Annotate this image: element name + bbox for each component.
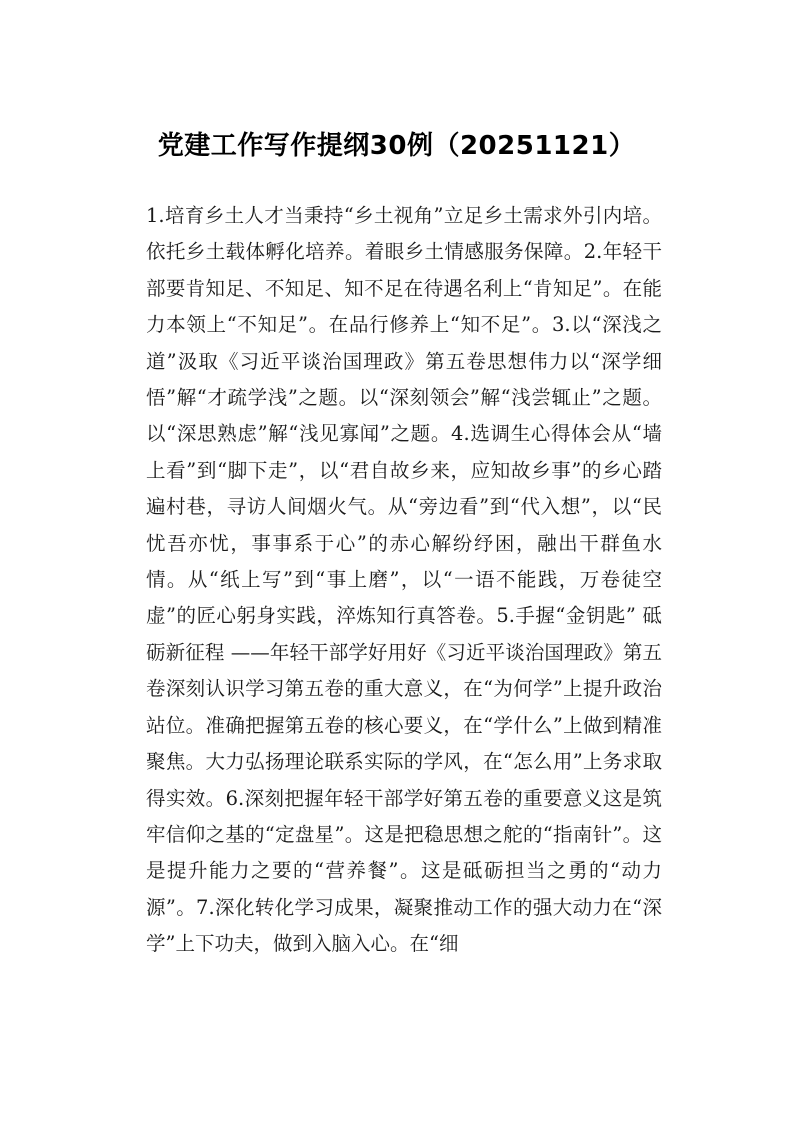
document-title: 党建工作写作提纲30例（20251121） xyxy=(157,131,636,161)
document-body: 1.培育乡土人才当秉持“乡土视角”立足乡土需求外引内培。依托乡土载体孵化培养。着眼乡土情感服务保障。2.年轻干部要肯知足、不知足、知不足在待遇名利上“肯知足”。在能力本领上“不知足”。在品行修养上“知不足”。3.以“深浅之道”汲取《习近平谈治国理政》第五卷思想伟力以“深学细悟”解“才疏学浅”之题。以“深刻领会”解“浅尝辄止”之题。以“深思熟虑”解“浅见寡闻”之题。4.选调生心得体会从“墙上看”到“脚下走”，以“君自故乡来，应知故乡事”的乡心踏遍村巷，寻访人间烟火气。从“旁边看”到“代入想”，以“民忧吾亦忧，事事系于心”的赤心解纷纾困，融出干群鱼水情。从“纸上写”到“事上磨”，以“一语不能践，万卷徒空虚”的匠心躬身实践，淬炼知行真答卷。5.手握“金钥匙” 砥砺新征程 ——年轻干部学好用好《习近平谈治国理政》第五卷深刻认识学习第五卷的重大意义，在“为何学”上提升政治站位。准确把握第五卷的核心要义，在“学什么”上做到精准聚焦。大力弘扬理论联系实际的学风，在“怎么用”上务求取得实效。6.深刻把握年轻干部学好第五卷的重要意义这是筑牢信仰之基的“定盘星”。这是把稳思想之舵的“指南针”。这是提升能力之要的“营养餐”。这是砥砺担当之勇的“动力源”。7.深化转化学习成果，凝聚推动工作的强大动力在“深学”上下功夫，做到入脑入心。在“细 xyxy=(146,204,662,956)
